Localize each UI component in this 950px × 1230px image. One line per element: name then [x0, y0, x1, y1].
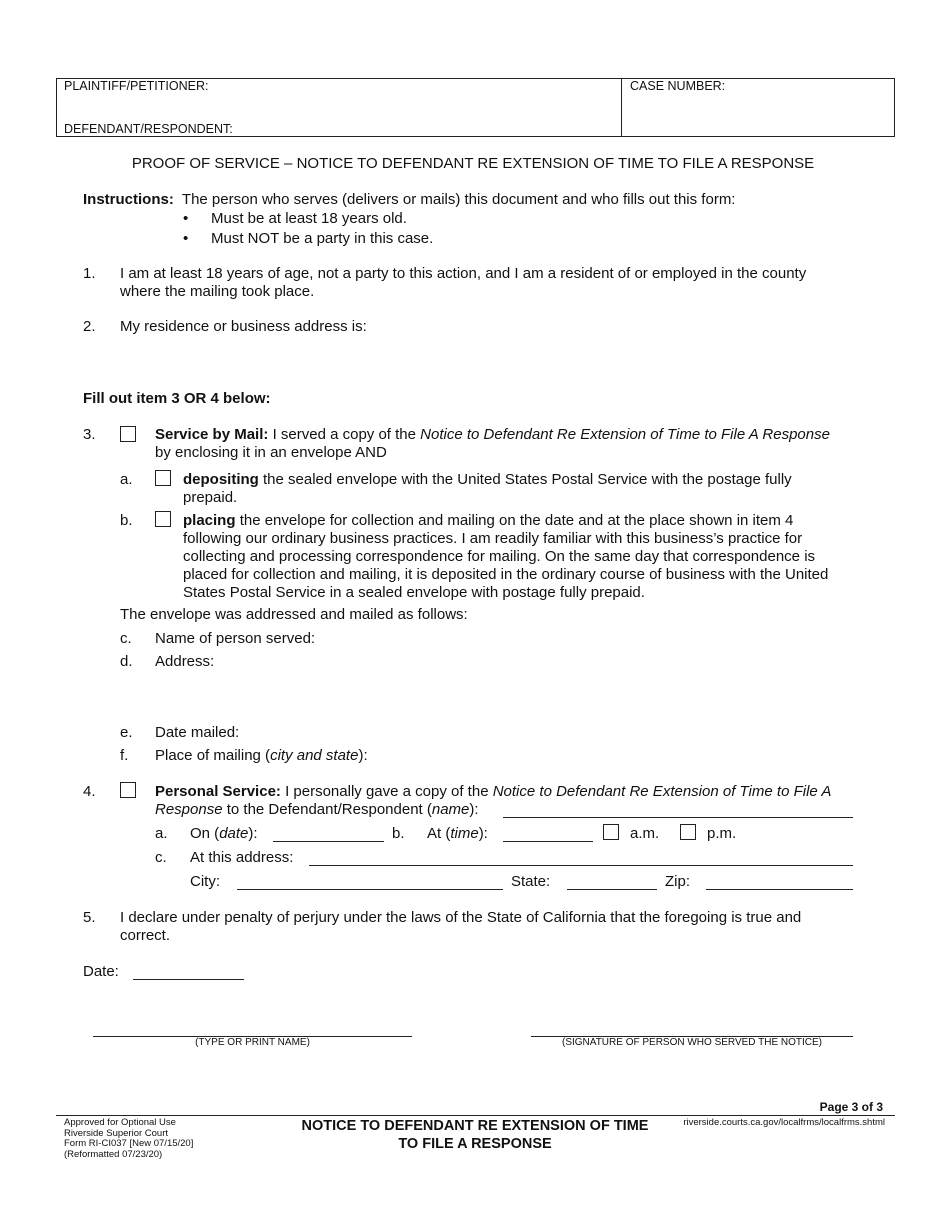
item4-line1	[155, 783, 831, 801]
item4-line2	[155, 801, 479, 819]
print-name-caption: (TYPE OR PRINT NAME)	[195, 1037, 310, 1048]
item4-num: 4.	[83, 783, 96, 800]
item3d-letter: d.	[120, 653, 133, 670]
personal-service-label: Personal Service:	[155, 783, 281, 800]
item4-text-b: to the Defendant/Respondent (	[226, 801, 432, 818]
item3-notice-title: Notice to Defendant Re Extension of Time to File A Response	[420, 426, 830, 443]
footer-title-line-2: TO FILE A RESPONSE	[398, 1136, 552, 1152]
item4-notice-line1: Notice to Defendant Re Extension of Time to File A	[492, 783, 832, 800]
signature-caption: (SIGNATURE OF PERSON WHO SERVED THE NOTICE)	[561, 1037, 823, 1048]
item3b-line1	[183, 512, 793, 530]
place-of-mailing-text-a: Place of mailing (	[155, 747, 271, 764]
at-address-label: At this address:	[190, 849, 294, 866]
service-time-field[interactable]	[503, 841, 593, 842]
item3b-line5: States Postal Service in a sealed envelope with postage fully prepaid.	[183, 584, 645, 601]
zip-label: Zip:	[665, 873, 691, 890]
item3b-line4: placed for collection and mailing, it is deposited in the ordinary course of business with the United	[183, 566, 829, 583]
item4b-letter: b.	[392, 825, 405, 842]
item5-line2: correct.	[120, 927, 171, 944]
defendant-name-field[interactable]	[503, 817, 853, 818]
bullet-2: •	[183, 230, 189, 247]
placing-label: placing	[183, 512, 236, 529]
item4-text-c: ):	[469, 801, 479, 818]
item3a-line1	[183, 471, 792, 489]
on-date-italic: date	[219, 825, 249, 842]
defendant-label: DEFENDANT/RESPONDENT:	[64, 122, 233, 136]
instructions	[83, 191, 735, 209]
instructions-text: The person who serves (delivers or mails) this document and who fills out this form:	[181, 191, 736, 208]
item3b-line3: collecting and processing correspondence for mailing. On the same day that correspondence is	[183, 548, 816, 565]
service-address-field[interactable]	[309, 865, 853, 866]
zip-field[interactable]	[706, 889, 853, 890]
item3c-letter: c.	[120, 630, 132, 647]
item3-text-a: I served a copy of the	[272, 426, 416, 443]
place-of-mailing-text-b: ):	[358, 747, 368, 764]
placing-checkbox[interactable]	[155, 511, 171, 527]
date-mailed-label: Date mailed:	[155, 724, 240, 741]
service-date-field[interactable]	[273, 841, 384, 842]
item2-text: My residence or business address is:	[120, 318, 367, 335]
city-field[interactable]	[237, 889, 503, 890]
at-time-text: At (	[427, 825, 451, 842]
item5-num: 5.	[83, 909, 96, 926]
declaration-date-field[interactable]	[133, 979, 244, 980]
case-number-label: CASE NUMBER:	[630, 79, 726, 93]
item3f-letter: f.	[120, 747, 129, 764]
footer-title	[270, 1117, 680, 1153]
am-label: a.m.	[630, 825, 660, 842]
place-of-mailing-label	[155, 747, 368, 765]
item3-num: 3.	[83, 426, 96, 443]
state-label: State:	[511, 873, 551, 890]
item3e-letter: e.	[120, 724, 133, 741]
fill-out-heading: Fill out item 3 OR 4 below:	[83, 390, 271, 407]
item3b-line2: following our ordinary business practices. I am readily familiar with this business’s practice for	[183, 530, 803, 547]
at-time-label	[427, 825, 488, 843]
footer-left-line-1: Approved for Optional Use	[64, 1117, 176, 1128]
item1-num: 1.	[83, 265, 96, 282]
footer-left-line-4: (Reformatted 07/23/20)	[64, 1148, 163, 1160]
service-by-mail-checkbox[interactable]	[120, 426, 136, 442]
at-time-close: ):	[478, 825, 488, 842]
footer-rule	[56, 1115, 895, 1116]
item4c-letter: c.	[155, 849, 167, 866]
item3-line2: by enclosing it in an envelope AND	[155, 444, 387, 461]
pm-label: p.m.	[707, 825, 737, 842]
depositing-checkbox[interactable]	[155, 470, 171, 486]
page-number: Page 3 of 3	[819, 1100, 883, 1114]
item2-num: 2.	[83, 318, 96, 335]
at-time-italic: time	[450, 825, 479, 842]
name-served-label: Name of person served:	[155, 630, 316, 647]
pm-checkbox[interactable]	[680, 824, 696, 840]
item4-notice-line2: Response	[155, 801, 223, 818]
item4-name-italic: name	[431, 801, 470, 818]
on-date-text: On (	[190, 825, 220, 842]
bullet-1-text: Must be at least 18 years old.	[211, 210, 407, 227]
depositing-label: depositing	[183, 471, 259, 488]
item4a-letter: a.	[155, 825, 168, 842]
bullet-1: •	[183, 210, 189, 227]
am-checkbox[interactable]	[603, 824, 619, 840]
item1-line2: where the mailing took place.	[120, 283, 315, 300]
item3a-line2: prepaid.	[183, 489, 238, 506]
footer-left-line-2: Riverside Superior Court	[64, 1127, 169, 1139]
caption-divider	[621, 78, 622, 137]
on-date-label	[190, 825, 258, 843]
item3b-text: the envelope for collection and mailing on the date and at the place shown in item 4	[239, 512, 794, 529]
date-label: Date:	[83, 963, 119, 980]
footer-title-line-1: NOTICE TO DEFENDANT RE EXTENSION OF TIME	[301, 1118, 649, 1134]
page-title: PROOF OF SERVICE – NOTICE TO DEFENDANT RE EXTENSION OF TIME TO FILE A RESPONSE	[131, 155, 815, 172]
item5-line1: I declare under penalty of perjury under the laws of the State of California that the foregoing is true and	[120, 909, 802, 926]
city-label: City:	[190, 873, 220, 890]
footer-left	[64, 1118, 193, 1160]
address-label: Address:	[155, 653, 215, 670]
item3b-letter: b.	[120, 512, 133, 529]
personal-service-checkbox[interactable]	[120, 782, 136, 798]
place-of-mailing-italic: city and state	[270, 747, 359, 764]
footer-left-line-3: Form RI-CI037 [New 07/15/20]	[64, 1138, 194, 1149]
instructions-label: Instructions:	[83, 191, 174, 208]
on-date-close: ):	[248, 825, 258, 842]
bullet-2-text: Must NOT be a party in this case.	[211, 230, 434, 247]
envelope-text: The envelope was addressed and mailed as follows:	[120, 606, 468, 623]
item1-line1: I am at least 18 years of age, not a party to this action, and I am a resident of or employed in the county	[120, 265, 807, 282]
state-field[interactable]	[567, 889, 657, 890]
plaintiff-label: PLAINTIFF/PETITIONER:	[64, 79, 209, 93]
item4-text-a: I personally gave a copy of the	[285, 783, 489, 800]
service-by-mail-label: Service by Mail:	[155, 426, 269, 443]
footer-url[interactable]: riverside.courts.ca.gov/localfrms/localfrms.shtml	[683, 1117, 885, 1128]
item3-line1	[155, 426, 830, 444]
item3a-letter: a.	[120, 471, 133, 488]
item3a-text: the sealed envelope with the United States Postal Service with the postage fully	[263, 471, 792, 488]
